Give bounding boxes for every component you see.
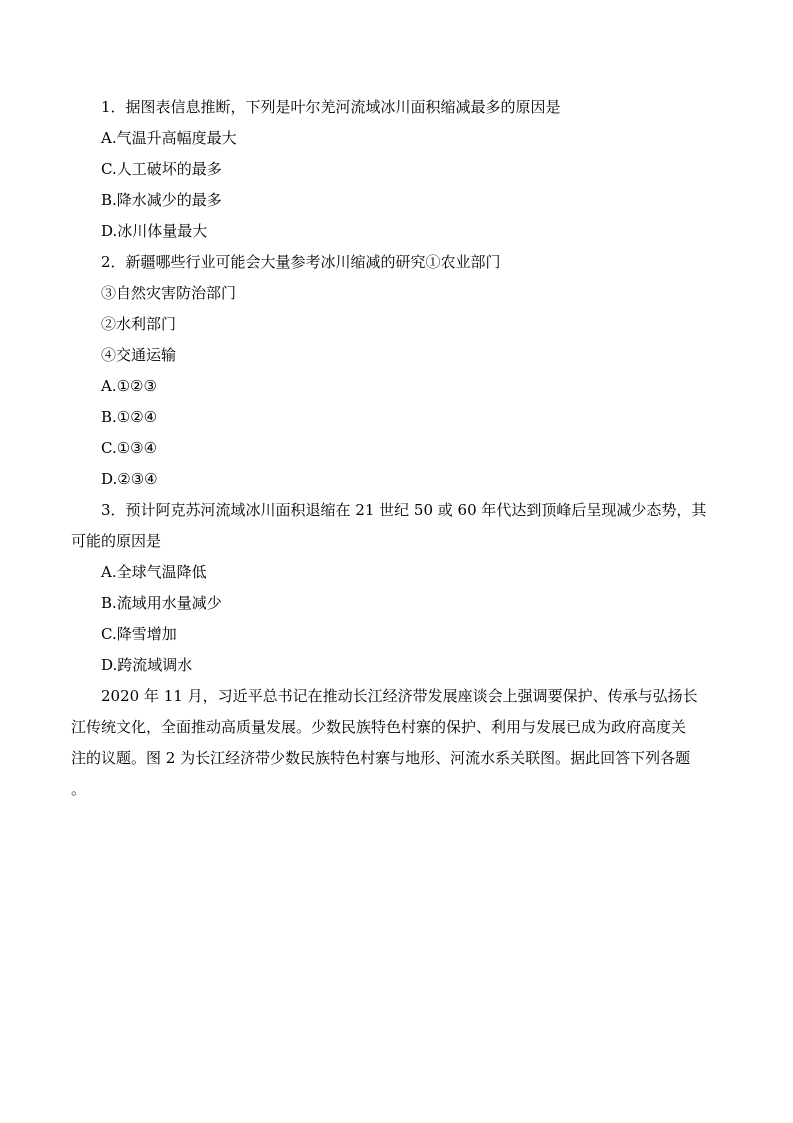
document-content	[71, 92, 725, 805]
question-2-option-c: C.①③④	[101, 439, 158, 457]
question-1-option-d: D.冰川体量最大	[101, 222, 208, 240]
question-2-item-3: ③自然灾害防治部门	[101, 284, 237, 302]
question-3-option-c: C.降雪增加	[101, 625, 177, 643]
question-2-option-a: A.①②③	[101, 377, 157, 395]
question-2-stem: 2．新疆哪些行业可能会大量参考冰川缩减的研究①农业部门	[101, 253, 501, 271]
passage-line-4: 。	[71, 780, 87, 798]
question-3-option-a: A.全球气温降低	[101, 563, 207, 581]
question-3-option-d: D.跨流域调水	[101, 656, 193, 674]
question-2-option-b: B.①②④	[101, 408, 158, 426]
passage-line-3: 注的议题。图 2 为长江经济带少数民族特色村寨与地形、河流水系关联图。据此回答下列各题	[71, 749, 691, 767]
question-1-option-b: B.降水减少的最多	[101, 191, 222, 209]
passage-line-2: 江传统文化，全面推动高质量发展。少数民族特色村寨的保护、利用与发展已成为政府高度关	[71, 718, 687, 736]
question-1-option-a: A.气温升高幅度最大	[101, 129, 237, 147]
question-3-option-b: B.流域用水量减少	[101, 594, 222, 612]
question-2-item-4: ④交通运输	[101, 346, 177, 364]
question-1-stem: 1．据图表信息推断，下列是叶尔羌河流域冰川面积缩减最多的原因是	[101, 98, 561, 116]
question-3-stem-line-2: 可能的原因是	[71, 532, 162, 550]
question-3-stem-line-1: 3．预计阿克苏河流域冰川面积退缩在 21 世纪 50 或 60 年代达到顶峰后呈现减少态势，其	[101, 501, 707, 519]
question-1-option-c: C.人工破坏的最多	[101, 160, 222, 178]
passage-line-1: 2020 年 11 月，习近平总书记在推动长江经济带发展座谈会上强调要保护、传承与弘扬长	[101, 687, 698, 705]
question-2-option-d: D.②③④	[101, 470, 158, 488]
question-2-item-2: ②水利部门	[101, 315, 177, 333]
